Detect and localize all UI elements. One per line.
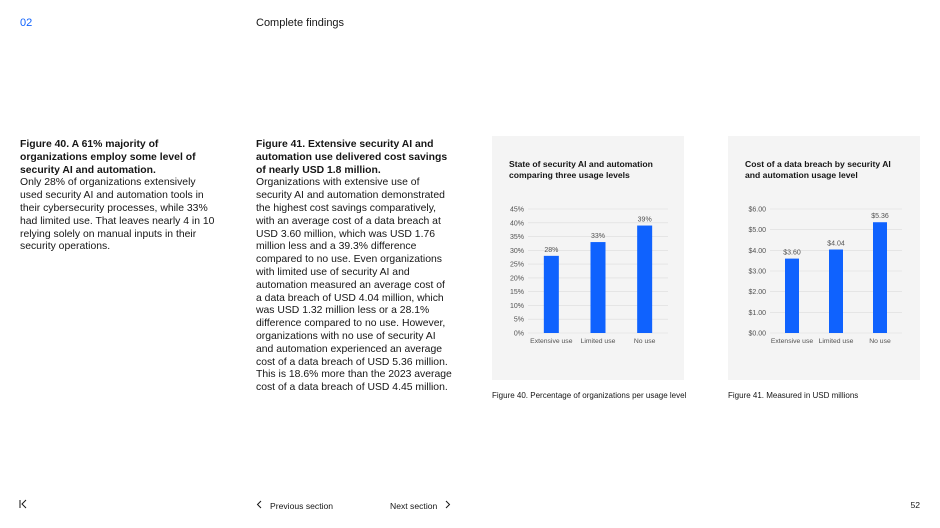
x-tick-label: Limited use (818, 338, 854, 345)
y-tick-label: $6.00 (748, 206, 766, 214)
x-tick-label: No use (869, 338, 891, 345)
x-tick-label: Limited use (580, 338, 616, 345)
skip-to-start-icon[interactable] (18, 499, 30, 511)
section-title: Complete findings (256, 17, 345, 29)
y-tick-label: $2.00 (748, 289, 766, 297)
data-label: $5.36 (871, 213, 889, 221)
y-tick-label: 35% (509, 234, 524, 242)
y-tick-label: 20% (509, 275, 524, 283)
y-tick-label: $4.00 (748, 247, 766, 255)
figure41-body: Organizations with extensive use of security AI and automation demonstrated the highest cost savings comparatively, with an average cost of a data breach at USD 3.60 million, which was USD 1.76 million less and a 39.3% difference compared to no use. Even organizations with limited use of security AI and automation measured an average cost of a data breach of USD 4.04 million, which was USD 1.32 million less or a 28.1% difference compared to no use. However, organizations with no use of security AI and automation experienced an average cost of a data breach of USD 5.36 million. This is 18.6% more than the 2023 average cost of a data breach of USD 4.45 million. (256, 177, 452, 394)
cost-bar-chart (728, 196, 920, 356)
chart-panel-cost (728, 136, 920, 380)
y-tick-label: 15% (509, 289, 524, 297)
next-section-link[interactable] (390, 500, 451, 511)
data-label: 28% (544, 246, 559, 254)
bar (637, 226, 652, 333)
y-tick-label: $0.00 (748, 330, 766, 338)
previous-section-link[interactable] (256, 500, 333, 511)
y-tick-label: 45% (509, 206, 524, 214)
y-tick-label: 40% (509, 220, 524, 228)
chart-title-cost: Cost of a data breach by security AI and automation usage level (745, 159, 891, 180)
y-tick-label: 25% (509, 261, 524, 269)
x-tick-label: No use (633, 338, 656, 345)
figure41-text (256, 139, 452, 395)
data-label: $3.60 (783, 249, 801, 257)
y-tick-label: 5% (513, 316, 524, 324)
x-tick-label: Extensive use (530, 338, 573, 345)
y-tick-label: 0% (513, 330, 524, 338)
figure40-text (20, 139, 216, 254)
previous-section-label: Previous section (270, 500, 334, 511)
chart-title-usage: State of security AI and automation comparing three usage levels (509, 159, 653, 180)
chart-caption-cost: Figure 41. Measured in USD millions (728, 391, 859, 400)
figure40-body: Only 28% of organizations extensively used security AI and automation tools in their cybersecurity processes, while 33% had limited use. That leaves nearly 4 in 10 relying solely on manual inputs in their security operations. (20, 177, 215, 253)
bar (544, 256, 559, 333)
usage-bar-chart (492, 196, 684, 356)
bar (785, 259, 799, 333)
figure41-heading: Figure 41. Extensive security AI and automation use delivered cost savings of nearly USD 1.8 million. (256, 139, 448, 176)
x-tick-label: Extensive use (770, 338, 814, 345)
chart-caption-usage: Figure 40. Percentage of organizations per usage level (492, 391, 687, 400)
figure40-heading: Figure 40. A 61% majority of organizations employ some level of security AI and automation. (20, 139, 196, 176)
y-tick-label: $3.00 (748, 268, 766, 276)
bar (829, 250, 843, 333)
section-number: 02 (20, 17, 33, 29)
y-tick-label: 30% (509, 247, 524, 255)
chevron-left-icon (256, 500, 262, 511)
next-section-label: Next section (390, 500, 438, 511)
data-label: 33% (590, 233, 606, 241)
data-label: 39% (637, 216, 652, 224)
chevron-right-icon (445, 500, 451, 511)
y-tick-label: 10% (509, 302, 524, 310)
chart-panel-usage (492, 136, 684, 380)
page-number: 52 (910, 500, 920, 510)
bar (591, 242, 606, 333)
data-label: $4.04 (827, 240, 845, 248)
bar (873, 222, 887, 333)
y-tick-label: $1.00 (748, 309, 766, 317)
y-tick-label: $5.00 (748, 227, 766, 235)
